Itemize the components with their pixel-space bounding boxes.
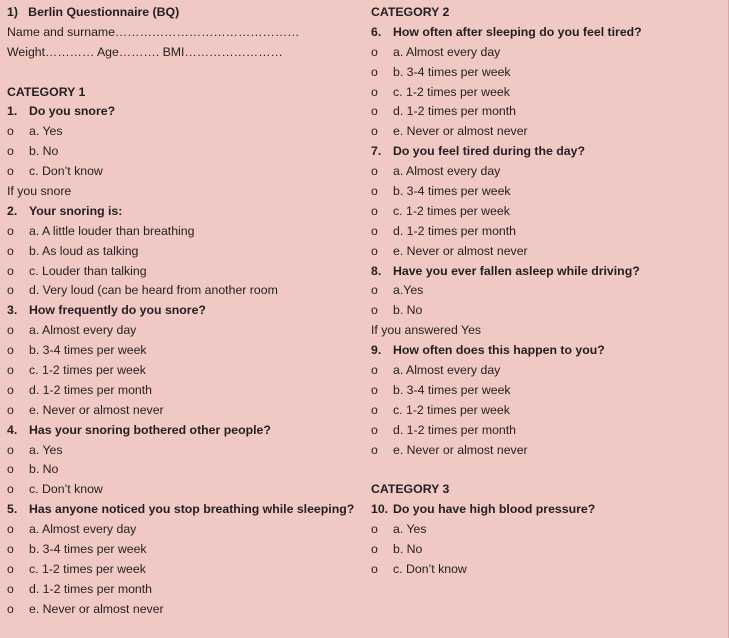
option-label: a.Yes — [393, 283, 424, 298]
option-label: c. Don’t know — [29, 164, 103, 179]
option-row[interactable] — [7, 242, 362, 262]
option-row[interactable] — [7, 122, 362, 142]
option-row[interactable] — [371, 401, 721, 421]
option-label: e. Never or almost never — [393, 124, 528, 139]
radio-bullet[interactable]: o — [7, 402, 14, 417]
option-label: a. Yes — [393, 522, 427, 537]
question-1 — [7, 102, 362, 122]
radio-bullet[interactable]: o — [371, 382, 378, 397]
option-row[interactable] — [7, 600, 362, 620]
option-label: e. Never or almost never — [29, 402, 164, 417]
option-row[interactable] — [371, 162, 721, 182]
option-label: d. 1-2 times per month — [29, 382, 153, 397]
option-label: c. Louder than talking — [29, 263, 147, 278]
radio-bullet[interactable]: o — [7, 223, 14, 238]
option-row[interactable] — [371, 560, 721, 580]
radio-bullet[interactable]: o — [7, 522, 14, 537]
question-2 — [7, 202, 362, 222]
question-7 — [371, 142, 721, 162]
radio-bullet[interactable]: o — [371, 84, 378, 99]
option-label: c. Don’t know — [29, 482, 103, 497]
radio-bullet[interactable]: o — [371, 561, 378, 576]
option-label: b. 3-4 times per week — [29, 542, 147, 557]
category-3-heading: CATEGORY 3 — [371, 482, 450, 497]
option-row[interactable] — [7, 142, 362, 162]
option-row[interactable] — [371, 242, 721, 262]
question-5 — [7, 500, 362, 520]
option-label: d. 1-2 times per month — [29, 581, 153, 596]
stats-field-line[interactable]: Weight………… Age………. BMI…………………… — [7, 44, 283, 59]
radio-bullet[interactable]: o — [7, 363, 14, 378]
question-number: 1. — [7, 104, 18, 119]
option-label: b. No — [29, 462, 59, 477]
question-text: Has your snoring bothered other people? — [29, 422, 271, 437]
question-text: How often after sleeping do you feel tired? — [393, 24, 642, 39]
radio-bullet[interactable]: o — [7, 124, 14, 139]
question-text: Do you feel tired during the day? — [393, 144, 585, 159]
option-row[interactable] — [371, 301, 721, 321]
radio-bullet[interactable]: o — [371, 64, 378, 79]
radio-bullet[interactable]: o — [7, 442, 14, 457]
option-row[interactable] — [371, 281, 721, 301]
radio-bullet[interactable]: o — [7, 283, 14, 298]
option-row[interactable] — [371, 43, 721, 63]
option-label: a. A little louder than breathing — [29, 223, 195, 238]
option-row[interactable] — [7, 341, 362, 361]
left-column — [7, 3, 362, 620]
option-label: b. No — [29, 144, 59, 159]
option-row[interactable] — [371, 83, 721, 103]
option-row[interactable] — [371, 540, 721, 560]
question-number: 7. — [371, 144, 382, 159]
radio-bullet[interactable]: o — [7, 601, 14, 616]
radio-bullet[interactable]: o — [7, 263, 14, 278]
radio-bullet[interactable]: o — [371, 124, 378, 139]
option-label: c. 1-2 times per week — [393, 402, 510, 417]
option-row[interactable] — [7, 480, 362, 500]
questionnaire-title: 1) Berlin Questionnaire (BQ) — [7, 5, 180, 19]
radio-bullet[interactable]: o — [371, 363, 378, 378]
if-yes-note: If you answered Yes — [371, 323, 482, 338]
option-label: d. 1-2 times per month — [393, 223, 517, 238]
option-row[interactable] — [7, 262, 362, 282]
question-number: 8. — [371, 263, 382, 278]
option-label: a. Almost every day — [393, 164, 501, 179]
question-10 — [371, 500, 721, 520]
question-number: 3. — [7, 303, 18, 318]
if-snore-note: If you snore — [7, 184, 72, 199]
radio-bullet[interactable]: o — [7, 382, 14, 397]
option-row[interactable] — [7, 401, 362, 421]
question-text: Your snoring is: — [29, 203, 123, 218]
radio-bullet[interactable]: o — [371, 522, 378, 537]
radio-bullet[interactable]: o — [7, 482, 14, 497]
option-row[interactable] — [371, 441, 721, 461]
radio-bullet[interactable]: o — [7, 164, 14, 179]
option-label: b. As loud as talking — [29, 243, 139, 258]
option-row[interactable] — [7, 281, 362, 301]
option-row[interactable] — [7, 222, 362, 242]
option-row[interactable] — [7, 460, 362, 480]
question-text: How often does this happen to you? — [393, 343, 605, 358]
option-label: a. Yes — [29, 442, 63, 457]
option-row[interactable] — [371, 520, 721, 540]
option-label: b. 3-4 times per week — [393, 64, 511, 79]
radio-bullet[interactable]: o — [7, 462, 14, 477]
radio-bullet[interactable]: o — [371, 422, 378, 437]
name-field-line[interactable]: Name and surname……………………………………… — [7, 24, 300, 39]
radio-bullet[interactable]: o — [371, 303, 378, 318]
question-number: 9. — [371, 343, 382, 358]
option-row[interactable] — [371, 102, 721, 122]
question-4 — [7, 421, 362, 441]
question-number: 10. — [371, 502, 389, 517]
radio-bullet[interactable]: o — [7, 144, 14, 159]
radio-bullet[interactable]: o — [7, 561, 14, 576]
radio-bullet[interactable]: o — [7, 581, 14, 596]
option-row[interactable] — [371, 122, 721, 142]
radio-bullet[interactable]: o — [371, 104, 378, 119]
radio-bullet[interactable]: o — [371, 442, 378, 457]
option-label: b. No — [393, 303, 423, 318]
option-label: b. 3-4 times per week — [393, 382, 511, 397]
category-2-heading: CATEGORY 2 — [371, 5, 450, 19]
spacer — [7, 63, 362, 83]
option-label: d. Very loud (can be heard from another room — [29, 283, 278, 298]
question-9 — [371, 341, 721, 361]
option-label: a. Almost every day — [29, 522, 137, 537]
question-number: 5. — [7, 502, 18, 517]
radio-bullet[interactable]: o — [371, 44, 378, 59]
question-text: Has anyone noticed you stop breathing while sleeping? — [29, 502, 355, 517]
question-text: How frequently do you snore? — [29, 303, 206, 318]
option-label: c. 1-2 times per week — [29, 561, 146, 576]
option-label: b. 3-4 times per week — [393, 184, 511, 199]
option-label: c. 1-2 times per week — [393, 84, 510, 99]
option-row[interactable] — [7, 441, 362, 461]
option-label: a. Almost every day — [29, 323, 137, 338]
question-number: 2. — [7, 203, 18, 218]
option-label: b. 3-4 times per week — [29, 343, 147, 358]
question-text: Have you ever fallen asleep while driving? — [393, 263, 640, 278]
option-label: d. 1-2 times per month — [393, 104, 517, 119]
question-3 — [7, 301, 362, 321]
question-text: Do you have high blood pressure? — [393, 502, 596, 517]
option-label: b. No — [393, 542, 423, 557]
option-row[interactable] — [371, 202, 721, 222]
radio-bullet[interactable]: o — [7, 243, 14, 258]
category-1-heading: CATEGORY 1 — [7, 84, 86, 99]
radio-bullet[interactable]: o — [371, 164, 378, 179]
option-row[interactable] — [371, 421, 721, 441]
radio-bullet[interactable]: o — [371, 203, 378, 218]
radio-bullet[interactable]: o — [371, 223, 378, 238]
question-text: Do you snore? — [29, 104, 116, 119]
radio-bullet[interactable]: o — [7, 343, 14, 358]
option-row[interactable] — [7, 321, 362, 341]
radio-bullet[interactable]: o — [371, 542, 378, 557]
option-row[interactable] — [371, 182, 721, 202]
option-label: c. Don’t know — [393, 561, 467, 576]
radio-bullet[interactable]: o — [371, 402, 378, 417]
option-row[interactable] — [7, 520, 362, 540]
question-number: 6. — [371, 24, 382, 39]
question-6 — [371, 23, 721, 43]
option-row[interactable] — [7, 560, 362, 580]
option-label: a. Almost every day — [393, 44, 501, 59]
option-row[interactable] — [7, 381, 362, 401]
option-row[interactable] — [371, 222, 721, 242]
option-row[interactable] — [371, 381, 721, 401]
option-label: d. 1-2 times per month — [393, 422, 517, 437]
spacer — [371, 460, 721, 480]
radio-bullet[interactable]: o — [371, 283, 378, 298]
option-label: e. Never or almost never — [29, 601, 164, 616]
option-row[interactable] — [7, 540, 362, 560]
option-label: c. 1-2 times per week — [29, 363, 146, 378]
option-label: e. Never or almost never — [393, 243, 528, 258]
question-number: 4. — [7, 422, 18, 437]
option-row[interactable] — [371, 361, 721, 381]
radio-bullet[interactable]: o — [7, 542, 14, 557]
option-label: a. Yes — [29, 124, 63, 139]
radio-bullet[interactable]: o — [371, 184, 378, 199]
right-column — [371, 3, 721, 580]
option-row[interactable] — [7, 162, 362, 182]
radio-bullet[interactable]: o — [371, 243, 378, 258]
option-label: a. Almost every day — [393, 363, 501, 378]
option-label: c. 1-2 times per week — [393, 203, 510, 218]
radio-bullet[interactable]: o — [7, 323, 14, 338]
option-row[interactable] — [371, 63, 721, 83]
option-row[interactable] — [7, 361, 362, 381]
question-8 — [371, 262, 721, 282]
option-label: e. Never or almost never — [393, 442, 528, 457]
option-row[interactable] — [7, 580, 362, 600]
